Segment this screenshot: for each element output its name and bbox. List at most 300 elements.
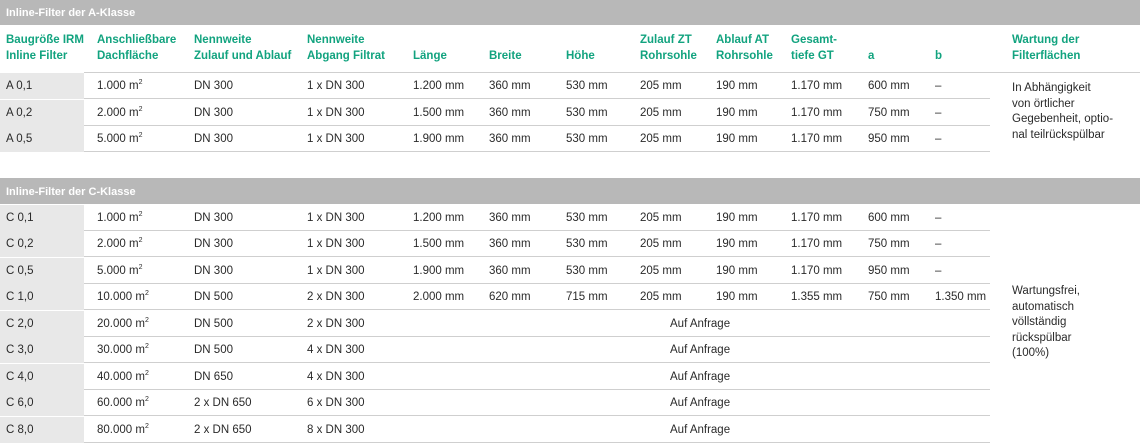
nominal-filtrate-cell [307,231,365,257]
cell-value: 1 x DN 300 [307,211,365,224]
column-header-line: tiefe GT [791,50,834,62]
column-header [716,32,773,64]
cell-value: 190 mm [716,211,758,224]
cell-value: DN 300 [194,238,233,250]
cell-value: 205 mm [640,80,682,92]
cell-value: DN 500 [194,344,233,356]
cell-value: 2 x DN 650 [194,423,252,436]
nominal-filtrate-cell [307,364,365,390]
nominal-filtrate-cell [307,258,365,284]
c-maintenance-note [1012,284,1080,362]
cell-value: C 0,5 [6,264,34,277]
cell-value: A 0,1 [6,80,33,92]
cell-value: 4 x DN 300 [307,370,365,383]
c-note-line-1: Wartungsfrei, [1012,285,1080,297]
table-row [0,100,990,126]
dim-a-cell [868,73,910,99]
column-header [566,32,595,64]
cell-value: 750 mm [868,238,910,250]
cell-value: DN 300 [194,264,233,277]
square-superscript: 2 [144,396,149,404]
cell-value: 1.355 mm [791,291,843,303]
square-superscript: 2 [138,210,143,218]
section-a-title: Inline-Filter der A-Klasse [6,7,136,19]
height-cell [566,231,608,257]
cell-value: 190 mm [716,106,758,119]
nominal-filtrate-cell [307,311,365,337]
outlet-invert-cell [716,231,758,257]
cell-value: 715 mm [566,291,608,303]
square-superscript: 2 [138,79,143,87]
total-depth-cell [791,258,842,284]
cell-value: 2.000 mm [413,291,465,303]
cell-value: 1.200 mm [413,80,465,92]
size-cell-bg [0,258,84,284]
column-header-line: Gesamt- [791,34,838,46]
length-cell [413,100,464,126]
cell-value: 1.000 m [97,211,139,224]
cell-value: Auf Anfrage [670,370,731,383]
nominal-inlet-outlet-cell [194,205,233,231]
nominal-inlet-outlet-cell [194,417,252,443]
width-cell [489,73,531,99]
height-cell [566,258,608,284]
column-header-line: Zulauf und Ablauf [194,50,292,62]
roof-area-cell [97,364,149,390]
cell-value: 2 x DN 300 [307,291,365,303]
c-note-line-5: (100%) [1012,347,1050,359]
cell-value: DN 500 [194,291,233,303]
cell-value: 360 mm [489,106,531,119]
roof-area-cell [97,284,149,310]
column-header-line [566,32,595,48]
cell-value: 1.170 mm [791,133,843,145]
roof-area-cell [97,231,142,257]
inlet-invert-cell [640,258,682,284]
cell-value: 5.000 m [97,264,139,277]
cell-value: C 6,0 [6,397,34,409]
column-header-line: Dachfläche [97,50,159,62]
size-cell-bg [0,337,84,363]
square-superscript: 2 [144,316,149,324]
table-row [0,126,990,152]
dim-b-cell [935,126,941,152]
cell-value: 530 mm [566,80,608,92]
total-depth-cell [791,205,842,231]
size-cell [6,390,34,416]
c-note-line-2: automatisch [1012,300,1075,313]
size-cell [6,284,34,310]
column-header [868,32,874,64]
cell-value: A 0,5 [6,133,33,145]
total-depth-cell [791,231,842,257]
cell-value: C 1,0 [6,291,34,303]
column-header [640,32,697,64]
length-cell [413,73,464,99]
on-request-cell [670,364,730,390]
section-c-band [0,178,1140,204]
length-cell [413,231,464,257]
column-header [791,32,837,64]
size-cell [6,364,34,390]
column-header-line: Höhe [566,50,595,62]
column-header-line: Rohrsohle [640,50,697,62]
total-depth-cell [791,126,842,152]
cell-value: – [935,133,942,145]
length-cell [413,126,464,152]
table-row [0,390,990,416]
inlet-invert-cell [640,205,682,231]
cell-value: 205 mm [640,106,682,119]
nominal-filtrate-cell [307,337,365,363]
cell-value: C 3,0 [6,344,34,356]
cell-value: 600 mm [868,211,910,224]
cell-value: 600 mm [868,80,910,92]
dim-a-cell [868,205,910,231]
cell-value: 360 mm [489,211,531,224]
size-cell-bg [0,417,84,443]
cell-value: 205 mm [640,291,682,303]
cell-value: Auf Anfrage [670,423,731,436]
width-cell [489,100,531,126]
roof-area-cell [97,258,142,284]
roof-area-cell [97,100,142,126]
inlet-invert-cell [640,73,682,99]
table-row [0,231,990,257]
square-superscript: 2 [144,290,149,298]
dim-a-cell [868,100,910,126]
cell-value: 1 x DN 300 [307,264,365,277]
cell-value: 60.000 m [97,397,145,409]
dim-a-cell [868,231,910,257]
nominal-filtrate-cell [307,417,365,443]
cell-value: 30.000 m [97,344,145,356]
cell-value: 190 mm [716,133,758,145]
on-request-cell [670,337,730,363]
nominal-filtrate-cell [307,284,365,310]
roof-area-cell [97,126,142,152]
total-depth-cell [791,73,842,99]
cell-value: 530 mm [566,133,608,145]
cell-value: 2 x DN 300 [307,317,365,330]
cell-value: 205 mm [640,211,682,224]
dim-a-cell [868,284,910,310]
cell-value: 360 mm [489,133,531,145]
cell-value: 205 mm [640,264,682,277]
column-header [413,32,447,64]
cell-value: 1.170 mm [791,211,843,224]
cell-value: 8 x DN 300 [307,423,365,436]
size-cell-bg [0,73,84,99]
cell-value: 1 x DN 300 [307,238,365,250]
column-header-line: Wartung der [1012,34,1080,46]
dim-b-cell [935,205,941,231]
nominal-filtrate-cell [307,205,365,231]
height-cell [566,73,608,99]
a-note-line-1: In Abhängigkeit [1012,82,1091,94]
cell-value: 750 mm [868,291,910,303]
column-header-line: b [935,50,943,62]
column-header-line [489,32,522,48]
size-cell [6,417,34,443]
size-cell-bg [0,311,84,337]
cell-value: 1.170 mm [791,106,843,119]
cell-value: 1.500 mm [413,106,465,119]
nominal-inlet-outlet-cell [194,337,233,363]
dim-a-cell [868,258,910,284]
column-header-line: Zulauf ZT [640,34,692,46]
cell-value: DN 500 [194,317,233,330]
column-header-line: Länge [413,50,447,62]
roof-area-cell [97,205,142,231]
square-superscript: 2 [138,263,143,271]
dim-a-cell [868,126,910,152]
square-superscript: 2 [138,237,143,245]
outlet-invert-cell [716,73,758,99]
table-row [0,205,990,231]
table-row [0,417,990,443]
square-superscript: 2 [144,369,149,377]
section-c-title: Inline-Filter der C-Klasse [6,186,136,198]
cell-value: 1.350 mm [935,291,987,303]
size-cell [6,73,32,99]
height-cell [566,205,608,231]
column-header [97,32,176,64]
cell-value: 1.500 mm [413,238,465,250]
cell-value: Auf Anfrage [670,317,731,330]
cell-value: 950 mm [868,133,910,145]
size-cell-bg [0,126,84,152]
column-header-line: Breite [489,50,522,62]
size-cell [6,126,32,152]
cell-value: 530 mm [566,264,608,277]
inlet-invert-cell [640,126,682,152]
column-header-line [868,32,874,48]
cell-value: 1 x DN 300 [307,80,365,92]
cell-value: 1.170 mm [791,80,843,92]
nominal-inlet-outlet-cell [194,364,233,390]
cell-value: 205 mm [640,133,682,145]
outlet-invert-cell [716,100,758,126]
cell-value: DN 300 [194,80,233,92]
cell-value: 6 x DN 300 [307,397,365,409]
column-header-line: Baugröße IRM [6,34,84,46]
cell-value: 2.000 m [97,238,139,250]
size-cell [6,311,34,337]
inlet-invert-cell [640,231,682,257]
cell-value: 10.000 m [97,291,145,303]
size-cell [6,258,34,284]
cell-value: 750 mm [868,106,910,119]
width-cell [489,231,531,257]
cell-value: 1.170 mm [791,238,843,250]
cell-value: C 0,1 [6,211,34,224]
outlet-invert-cell [716,126,758,152]
cell-value: 1.900 mm [413,264,465,277]
length-cell [413,205,464,231]
a-note-line-2: von örtlicher [1012,97,1075,110]
dim-b-cell [935,100,941,126]
total-depth-cell [791,100,842,126]
roof-area-cell [97,73,142,99]
cell-value: 1 x DN 300 [307,106,365,119]
nominal-inlet-outlet-cell [194,126,233,152]
cell-value: 1.200 mm [413,211,465,224]
column-header-line: Nennweite [194,34,252,46]
cell-value: Auf Anfrage [670,397,731,409]
roof-area-cell [97,390,149,416]
nominal-inlet-outlet-cell [194,100,233,126]
cell-value: – [935,264,942,277]
cell-value: 1.900 mm [413,133,465,145]
nominal-inlet-outlet-cell [194,73,233,99]
inlet-invert-cell [640,284,682,310]
dim-b-cell [935,258,941,284]
nominal-filtrate-cell [307,73,365,99]
cell-value: 40.000 m [97,370,145,383]
table-row [0,364,990,390]
cell-value: – [935,106,942,119]
cell-value: 205 mm [640,238,682,250]
column-header [489,32,522,64]
size-cell-bg [0,205,84,231]
dim-b-cell [935,73,941,99]
cell-value: C 2,0 [6,317,34,330]
row-divider [84,151,990,152]
length-cell [413,284,464,310]
column-header [935,32,942,64]
width-cell [489,258,531,284]
nominal-inlet-outlet-cell [194,258,233,284]
cell-value: 190 mm [716,238,758,250]
c-note-line-4: rückspülbar [1012,331,1072,344]
column-header-line [413,32,447,48]
cell-value: 360 mm [489,80,531,92]
cell-value: 80.000 m [97,423,145,436]
a-maintenance-note [1012,81,1113,143]
nominal-inlet-outlet-cell [194,390,252,416]
cell-value: 1.000 m [97,80,139,92]
cell-value: C 4,0 [6,370,34,383]
nominal-inlet-outlet-cell [194,284,233,310]
column-header-line [935,32,942,48]
cell-value: 1.170 mm [791,264,843,277]
outlet-invert-cell [716,284,758,310]
roof-area-cell [97,337,149,363]
size-cell-bg [0,390,84,416]
a-note-line-4: nal teilrückspülbar [1012,128,1105,141]
table-row [0,311,990,337]
cell-value: DN 300 [194,211,233,224]
height-cell [566,100,608,126]
cell-value: – [935,80,942,92]
table-row [0,73,990,99]
cell-value: DN 650 [194,370,233,383]
roof-area-cell [97,311,149,337]
size-cell-bg [0,100,84,126]
size-cell [6,100,32,126]
cell-value: 4 x DN 300 [307,344,365,356]
column-header-line: Rohrsohle [716,50,773,62]
size-cell [6,231,34,257]
outlet-invert-cell [716,205,758,231]
width-cell [489,284,531,310]
column-header-line: Anschließbare [97,34,177,46]
cell-value: – [935,211,942,224]
a-note-line-3: Gegebenheit, optio- [1012,113,1114,125]
column-header-line: Inline Filter [6,50,68,62]
nominal-filtrate-cell [307,390,365,416]
cell-value: 5.000 m [97,133,139,145]
outlet-invert-cell [716,258,758,284]
cell-value: 20.000 m [97,317,145,330]
table-row [0,337,990,363]
cell-value: 530 mm [566,238,608,250]
cell-value: 530 mm [566,106,608,119]
column-header-line: Filterflächen [1012,50,1081,62]
cell-value: 360 mm [489,264,531,277]
c-note-line-3: völlständig [1012,316,1067,328]
width-cell [489,126,531,152]
cell-value: 530 mm [566,211,608,224]
length-cell [413,258,464,284]
cell-value: Auf Anfrage [670,344,731,356]
section-a-band [0,0,1140,25]
table-row [0,284,990,310]
column-header [1012,32,1080,64]
nominal-inlet-outlet-cell [194,231,233,257]
dim-b-cell [935,231,941,257]
cell-value: 1 x DN 300 [307,133,365,145]
square-superscript: 2 [138,105,143,113]
size-cell-bg [0,284,84,310]
column-header [6,32,84,64]
cell-value: DN 300 [194,133,233,145]
cell-value: 360 mm [489,238,531,250]
height-cell [566,284,608,310]
square-superscript: 2 [144,422,149,430]
cell-value: 190 mm [716,291,758,303]
column-header-line: Nennweite [307,34,365,46]
size-cell-bg [0,231,84,257]
height-cell [566,126,608,152]
cell-value: 190 mm [716,80,758,92]
roof-area-cell [97,417,149,443]
cell-value: 2.000 m [97,106,139,119]
cell-value: A 0,2 [6,106,33,119]
column-header-line: Abgang Filtrat [307,50,385,62]
size-cell [6,205,34,231]
table-row [0,258,990,284]
size-cell [6,337,34,363]
nominal-filtrate-cell [307,100,365,126]
dim-b-cell [935,284,986,310]
column-header-line: Ablauf AT [716,34,770,46]
column-header [307,32,385,64]
cell-value: 950 mm [868,264,910,277]
cell-value: DN 300 [194,106,233,119]
on-request-cell [670,390,730,416]
cell-value: 190 mm [716,264,758,277]
cell-value: C 8,0 [6,423,34,436]
nominal-filtrate-cell [307,126,365,152]
inlet-invert-cell [640,100,682,126]
on-request-cell [670,311,730,337]
total-depth-cell [791,284,842,310]
cell-value: 2 x DN 650 [194,397,252,409]
cell-value: 620 mm [489,291,531,303]
column-header [194,32,291,64]
